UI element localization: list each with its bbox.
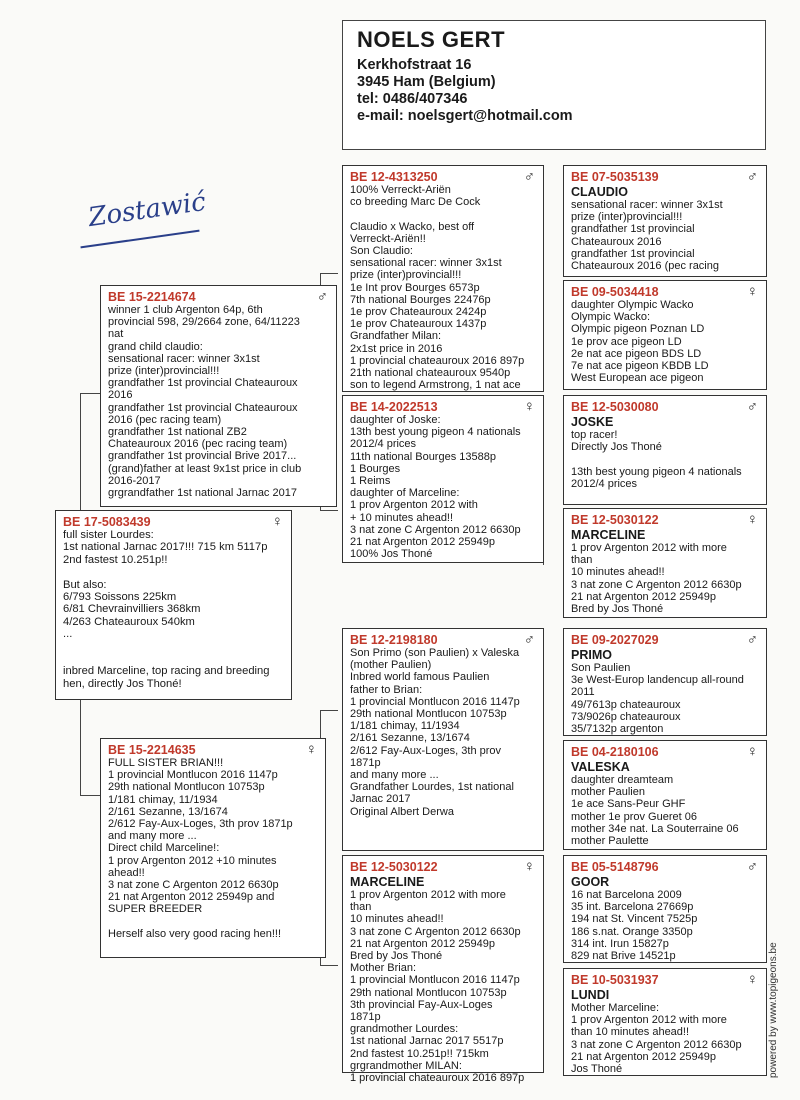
- male-icon: ♂: [746, 631, 758, 648]
- pigeon-details: [350, 414, 536, 560]
- detail-line: 11th national Bourges 13588p: [350, 450, 496, 463]
- pigeon-card-mother: [100, 738, 326, 958]
- detail-line: West European ace pigeon: [571, 372, 704, 385]
- detail-line: But also:: [63, 578, 107, 591]
- detail-line: grgrandmother MILAN:: [350, 1059, 462, 1072]
- ring-number: BE 17-5083439: [63, 515, 151, 529]
- detail-line: Chateauroux 2016: [571, 235, 662, 248]
- detail-line: 2012/4 prices: [571, 477, 638, 490]
- female-icon: ♀: [523, 398, 535, 415]
- male-icon: ♂: [746, 398, 758, 415]
- detail-line: 100% Verreckt-Ariën: [350, 184, 451, 196]
- pigeon-card-great-grandparent-3: [563, 395, 767, 505]
- male-icon: ♂: [316, 288, 328, 305]
- pigeon-card-maternal-grandfather: [342, 628, 544, 851]
- pigeon-details: [108, 304, 329, 499]
- detail-line: 3 nat zone C Argenton 2012 6630p: [350, 523, 521, 536]
- owner-city: 3945 Ham (Belgium): [357, 74, 496, 90]
- detail-line: 1e prov Chateauroux 1437p: [350, 318, 487, 331]
- detail-line: [63, 566, 284, 578]
- detail-line: 1 prov Argenton 2012 with: [350, 499, 478, 512]
- detail-line: winner 1 club Argenton 64p, 6th: [108, 304, 263, 316]
- detail-line: mother Paulette: [571, 835, 649, 848]
- detail-line: Inbred world famous Paulien: [350, 671, 490, 684]
- detail-line: sensational racer: winner 3x1st: [108, 352, 260, 365]
- detail-line: and many more ...: [350, 769, 439, 782]
- detail-line: 2016-2017: [108, 474, 161, 487]
- connector-line: [80, 393, 100, 394]
- ring-number: BE 07-5035139: [571, 170, 659, 184]
- ring-number: BE 14-2022513: [350, 400, 438, 414]
- owner-phone: tel: 0486/407346: [357, 91, 468, 107]
- pigeon-name: MARCELINE: [350, 875, 425, 889]
- detail-line: 2e nat ace pigeon BDS LD: [571, 347, 702, 360]
- pigeon-details: [571, 199, 759, 272]
- detail-line: 29th national Montlucon 10753p: [108, 781, 265, 794]
- female-icon: ♀: [746, 283, 758, 300]
- ring-number: BE 04-2180106: [571, 745, 659, 759]
- detail-line: 7th national Bourges 22476p: [350, 293, 491, 306]
- detail-line: 1 prov Argenton 2012 with more: [350, 889, 506, 901]
- detail-line: than: [350, 901, 372, 914]
- ring-number: BE 15-2214635: [108, 743, 196, 757]
- detail-line: (grand)father at least 9x1st price in club: [108, 462, 302, 475]
- detail-line: 29th national Montlucon 10753p: [350, 708, 507, 721]
- pigeon-card-great-grandparent-2: [563, 280, 767, 390]
- detail-line: and many more ...: [108, 830, 197, 843]
- detail-line: Mother Marceline:: [571, 1002, 660, 1014]
- pigeon-details: [571, 774, 759, 847]
- pigeon-details: [571, 889, 759, 962]
- pigeon-name: JOSKE: [571, 415, 614, 429]
- detail-line: grandfather 1st provincial Chateauroux: [108, 377, 298, 390]
- detail-line: grandfather 1st provincial Brive 2017...: [108, 450, 297, 463]
- detail-line: 1 provincial chateauroux 2016 897p: [350, 354, 525, 367]
- detail-line: 2016: [108, 389, 133, 402]
- pigeon-card-maternal-grandmother: [342, 855, 544, 1085]
- handwritten-note: Zostawić: [86, 186, 208, 234]
- detail-line: 21 nat Argenton 2012 25949p: [350, 937, 495, 950]
- detail-line: grandfather 1st provincial: [571, 247, 695, 260]
- detail-line: Olympic Wacko:: [571, 311, 651, 324]
- detail-line: 829 nat Brive 14521p: [571, 950, 676, 963]
- detail-line: 3th provincial Fay-Aux-Loges: [350, 998, 493, 1011]
- owner-email: e-mail: noelsgert@hotmail.com: [357, 108, 573, 124]
- handwritten-underline: [80, 230, 199, 249]
- pigeon-card-great-grandparent-7: [563, 855, 767, 963]
- detail-line: full sister Lourdes:: [63, 529, 154, 541]
- pigeon-details: [108, 757, 318, 940]
- female-icon: ♀: [271, 513, 283, 530]
- male-icon: ♂: [523, 631, 535, 648]
- detail-line: Original Albert Derwa: [350, 805, 454, 818]
- ring-number: BE 12-5030122: [571, 513, 659, 527]
- pigeon-card-great-grandparent-8: [563, 968, 767, 1076]
- pigeon-card-paternal-grandfather: [342, 165, 544, 392]
- female-icon: ♀: [305, 741, 317, 758]
- detail-line: 3e West-Europ landencup all-round: [571, 674, 744, 687]
- detail-line: + 10 minutes ahead!!: [350, 511, 454, 524]
- pigeon-name: LUNDI: [571, 988, 610, 1002]
- pigeon-details: [63, 529, 284, 690]
- detail-line: grandfather 1st provincial Chateauroux: [108, 401, 298, 414]
- detail-line: grand child claudio:: [108, 340, 203, 353]
- pigeon-details: [350, 184, 536, 391]
- detail-line: Chateauroux 2016 (pec racing team): [108, 438, 288, 451]
- female-icon: ♀: [523, 858, 535, 875]
- detail-line: father to Brian:: [350, 683, 423, 696]
- detail-line: mother Paulien: [571, 786, 645, 799]
- detail-line: 2/612 Fay-Aux-Loges, 3th prov 1871p: [108, 818, 293, 831]
- detail-line: [63, 641, 284, 653]
- detail-line: Verreckt-Ariën!!: [350, 232, 426, 245]
- detail-line: 1 prov Argenton 2012 with more: [571, 542, 727, 554]
- detail-line: 1 Reims: [350, 475, 391, 488]
- pigeon-name: VALESKA: [571, 760, 630, 774]
- pigeon-card-paternal-grandmother: [342, 395, 544, 563]
- detail-line: provincial 598, 29/2664 zone, 64/11223: [108, 316, 300, 329]
- detail-line: ...: [63, 628, 73, 641]
- pigeon-details: [350, 647, 536, 818]
- connector-line: [320, 510, 338, 511]
- detail-line: 186 s.nat. Orange 3350p: [571, 925, 693, 938]
- detail-line: 1st national Jarnac 2017!!! 715 km 5117p: [63, 541, 268, 554]
- detail-line: daughter Olympic Wacko: [571, 299, 694, 311]
- detail-line: 3 nat zone C Argenton 2012 6630p: [350, 925, 521, 938]
- detail-line: 13th best young pigeon 4 nationals: [350, 426, 521, 439]
- detail-line: Directly Jos Thoné: [571, 441, 662, 454]
- owner-name: NOELS GERT: [357, 27, 506, 52]
- male-icon: ♂: [746, 858, 758, 875]
- connector-line: [80, 795, 100, 796]
- detail-line: 314 int. Irun 15827p: [571, 937, 669, 950]
- detail-line: daughter of Joske:: [350, 414, 441, 426]
- connector-line: [320, 710, 338, 711]
- detail-line: [108, 916, 318, 928]
- detail-line: Son Paulien: [571, 662, 631, 674]
- detail-line: 1871p: [350, 1011, 381, 1024]
- connector-line: [320, 965, 338, 966]
- pigeon-name: GOOR: [571, 875, 610, 889]
- detail-line: 194 nat St. Vincent 7525p: [571, 913, 698, 926]
- ring-number: BE 09-2027029: [571, 633, 659, 647]
- pigeon-details: [571, 299, 759, 384]
- detail-line: Olympic pigeon Poznan LD: [571, 323, 705, 336]
- detail-line: Herself also very good racing hen!!!: [108, 927, 282, 940]
- detail-line: 2nd fastest 10.251p!! 715km: [350, 1047, 489, 1060]
- detail-line: 1 prov Argenton 2012 with more: [571, 1014, 727, 1027]
- detail-line: Son Primo (son Paulien) x Valeska: [350, 647, 520, 659]
- female-icon: ♀: [746, 743, 758, 760]
- detail-line: Jos Thoné: [571, 1063, 623, 1076]
- male-icon: ♂: [746, 168, 758, 185]
- detail-line: inbred Marceline, top racing and breeding: [63, 665, 270, 678]
- detail-line: 10 minutes ahead!!: [571, 566, 665, 579]
- detail-line: 1/181 chimay, 11/1934: [350, 720, 460, 733]
- detail-line: 2011: [571, 686, 595, 699]
- detail-line: 73/9026p chateauroux: [571, 710, 681, 723]
- pigeon-details: [571, 1002, 759, 1075]
- detail-line: grandfather 1st national ZB2: [108, 426, 247, 439]
- detail-line: Mother Brian:: [350, 962, 417, 975]
- detail-line: 2/161 Sezanne, 13/1674: [108, 805, 228, 818]
- owner-street: Kerkhofstraat 16: [357, 57, 472, 73]
- detail-line: [571, 453, 759, 465]
- detail-line: prize (inter)provincial!!!: [350, 269, 462, 282]
- connector-line: [320, 273, 338, 274]
- detail-line: 1 provincial chateauroux 2016 897p: [350, 1072, 525, 1085]
- detail-line: sensational racer: winner 3x1st: [350, 257, 502, 270]
- detail-line: 2012/4 prices: [350, 438, 417, 451]
- ring-number: BE 05-5148796: [571, 860, 659, 874]
- detail-line: 21 nat Argenton 2012 25949p: [350, 536, 495, 549]
- detail-line: 21 nat Argenton 2012 25949p and: [108, 891, 275, 904]
- detail-line: 1 provincial Montlucon 2016 1147p: [350, 695, 520, 708]
- detail-line: 13th best young pigeon 4 nationals: [571, 465, 742, 478]
- detail-line: mother 34e nat. La Souterraine 06: [571, 822, 739, 835]
- detail-line: 6/793 Soissons 225km: [63, 591, 177, 604]
- detail-line: 2016 (pec racing team): [108, 413, 222, 426]
- ring-number: BE 10-5031937: [571, 973, 659, 987]
- detail-line: son to legend Armstrong, 1 nat ace: [350, 379, 521, 392]
- pigeon-card-father: [100, 285, 337, 507]
- female-icon: ♀: [746, 971, 758, 988]
- detail-line: Claudio x Wacko, best off: [350, 220, 475, 233]
- detail-line: Grandfather Lourdes, 1st national: [350, 781, 514, 794]
- detail-line: daughter of Marceline:: [350, 487, 460, 500]
- ring-number: BE 12-2198180: [350, 633, 438, 647]
- pigeon-card-great-grandparent-4: [563, 508, 767, 618]
- detail-line: [350, 208, 536, 220]
- detail-line: 1e prov ace pigeon LD: [571, 335, 682, 348]
- pigeon-card-great-grandparent-5: [563, 628, 767, 736]
- ring-number: BE 12-5030122: [350, 860, 438, 874]
- detail-line: 1 provincial Montlucon 2016 1147p: [350, 974, 520, 987]
- detail-line: 1 provincial Montlucon 2016 1147p: [108, 769, 278, 782]
- detail-line: Grandfather Milan:: [350, 330, 442, 343]
- pigeon-details: [571, 662, 759, 735]
- detail-line: Bred by Jos Thoné: [350, 950, 443, 963]
- detail-line: 16 nat Barcelona 2009: [571, 889, 682, 901]
- detail-line: SUPER BREEDER: [108, 903, 203, 916]
- detail-line: prize (inter)provincial!!!: [571, 211, 683, 224]
- detail-line: 1e ace Sans-Peur GHF: [571, 798, 686, 811]
- detail-line: 2/161 Sezanne, 13/1674: [350, 732, 470, 745]
- detail-line: 2x1st price in 2016: [350, 342, 443, 355]
- pigeon-card-subject: [55, 510, 292, 700]
- pigeon-card-great-grandparent-6: [563, 740, 767, 850]
- detail-line: 35/7132p argenton: [571, 723, 664, 736]
- detail-line: [63, 653, 284, 665]
- powered-by-credit: powered by www.topigeons.be: [768, 942, 779, 1078]
- detail-line: nat: [108, 328, 124, 341]
- connector-line: [80, 393, 81, 510]
- detail-line: 21 nat Argenton 2012 25949p: [571, 590, 716, 603]
- detail-line: 1 prov Argenton 2012 +10 minutes: [108, 854, 277, 867]
- detail-line: 35 int. Barcelona 27669p: [571, 901, 694, 914]
- detail-line: (mother Paulien): [350, 659, 432, 672]
- detail-line: grandmother Lourdes:: [350, 1023, 459, 1036]
- detail-line: 1871p: [350, 756, 381, 769]
- ring-number: BE 12-4313250: [350, 170, 438, 184]
- ring-number: BE 12-5030080: [571, 400, 659, 414]
- female-icon: ♀: [746, 511, 758, 528]
- detail-line: 10 minutes ahead!!: [350, 913, 444, 926]
- detail-line: Direct child Marceline!:: [108, 842, 220, 855]
- detail-line: 49/7613p chateauroux: [571, 698, 681, 711]
- detail-line: 2/612 Fay-Aux-Loges, 3th prov: [350, 744, 502, 757]
- detail-line: than: [571, 554, 593, 567]
- detail-line: 6/81 Chevrainvilliers 368km: [63, 603, 201, 616]
- detail-line: 3 nat zone C Argenton 2012 6630p: [571, 578, 742, 591]
- detail-line: grandfather 1st provincial: [571, 223, 695, 236]
- detail-line: 3 nat zone C Argenton 2012 6630p: [108, 879, 279, 892]
- detail-line: hen, directly Jos Thoné!: [63, 677, 182, 690]
- detail-line: 29th national Montlucon 10753p: [350, 986, 507, 999]
- detail-line: 21 nat Argenton 2012 25949p: [571, 1050, 716, 1063]
- detail-line: Jarnac 2017: [350, 793, 411, 806]
- detail-line: co breeding Marc De Cock: [350, 196, 481, 209]
- detail-line: Chateauroux 2016 (pec racing: [571, 260, 719, 273]
- male-icon: ♂: [523, 168, 535, 185]
- detail-line: prize (inter)provincial!!!: [108, 365, 220, 378]
- detail-line: mother 1e prov Gueret 06: [571, 810, 697, 823]
- pigeon-details: [571, 429, 759, 490]
- pigeon-name: MARCELINE: [571, 528, 646, 542]
- detail-line: 4/263 Chateauroux 540km: [63, 615, 195, 628]
- pigeon-name: CLAUDIO: [571, 185, 628, 199]
- detail-line: daughter dreamteam: [571, 774, 674, 786]
- detail-line: 1/181 chimay, 11/1934: [108, 793, 218, 806]
- ring-number: BE 15-2214674: [108, 290, 196, 304]
- detail-line: top racer!: [571, 429, 618, 441]
- pigeon-card-great-grandparent-1: [563, 165, 767, 277]
- detail-line: 100% Jos Thoné: [350, 548, 433, 561]
- pigeon-name: PRIMO: [571, 648, 612, 662]
- pigeon-details: [350, 889, 536, 1084]
- detail-line: 1 Bourges: [350, 462, 401, 475]
- detail-line: FULL SISTER BRIAN!!!: [108, 757, 224, 769]
- connector-line: [80, 700, 81, 795]
- detail-line: 1st national Jarnac 2017 5517p: [350, 1035, 504, 1048]
- detail-line: ahead!!: [108, 866, 145, 879]
- detail-line: Bred by Jos Thoné: [571, 603, 664, 616]
- detail-line: 1e Int prov Bourges 6573p: [350, 281, 480, 294]
- detail-line: 3 nat zone C Argenton 2012 6630p: [571, 1038, 742, 1051]
- detail-line: 2nd fastest 10.251p!!: [63, 553, 168, 566]
- pigeon-details: [571, 542, 759, 615]
- detail-line: than 10 minutes ahead!!: [571, 1026, 690, 1039]
- detail-line: grgrandfather 1st national Jarnac 2017: [108, 487, 297, 500]
- ring-number: BE 09-5034418: [571, 285, 659, 299]
- detail-line: 7e nat ace pigeon KBDB LD: [571, 360, 709, 373]
- detail-line: 21th national chateauroux 9540p: [350, 367, 511, 380]
- detail-line: sensational racer: winner 3x1st: [571, 199, 723, 211]
- detail-line: Son Claudio:: [350, 245, 413, 258]
- owner-header: [342, 20, 766, 150]
- detail-line: 1e prov Chateauroux 2424p: [350, 306, 487, 319]
